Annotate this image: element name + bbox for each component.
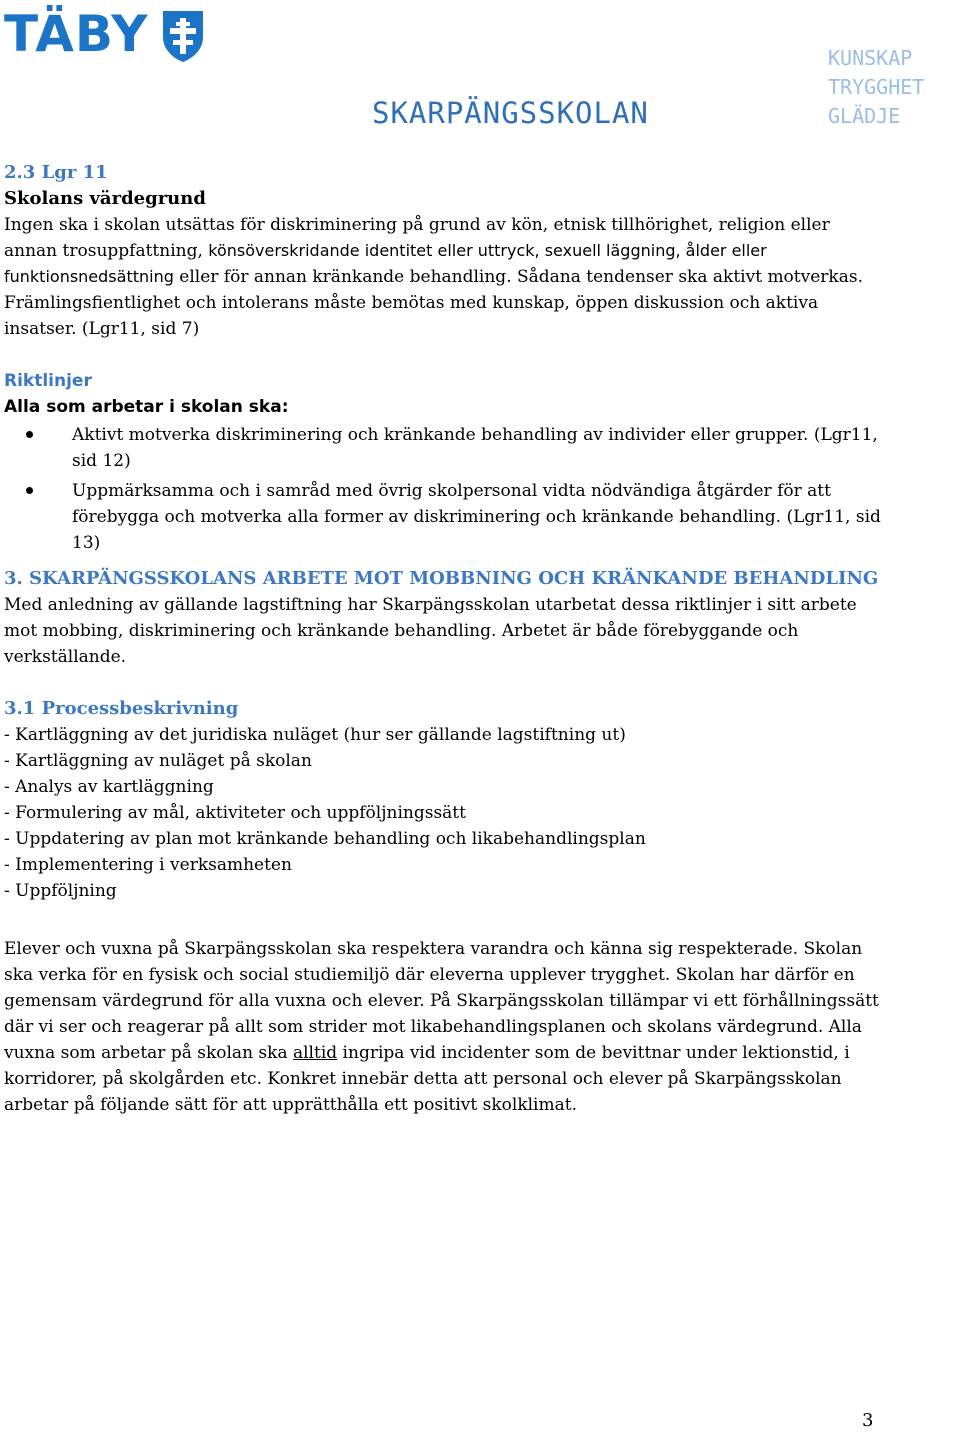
page-number: 3 xyxy=(862,1410,874,1431)
motto-line: TRYGGHET xyxy=(828,75,925,99)
taby-logo xyxy=(4,6,205,63)
list-item: - Uppdatering av plan mot kränkande behandling och likabehandlingsplan xyxy=(4,829,646,849)
list-item: - Implementering i verksamheten xyxy=(4,855,292,875)
guidelines-title: Riktlinjer xyxy=(4,371,92,391)
motto-line: GLÄDJE xyxy=(828,104,901,128)
list-item: - Kartläggning av nuläget på skolan xyxy=(4,751,312,771)
section-2-3-title: 2.3 Lgr 11 xyxy=(4,162,108,183)
closing-emphasis: alltid xyxy=(292,1043,338,1063)
section-3-text: Med anledning av gällande lagstiftning har Skarpängsskolan utarbetat dessa riktlinjer i sitt arbete mot mobbing, diskriminering och kränkande behandling. Arbetet är både förebyggande och verkställande. xyxy=(4,595,857,667)
list-item: Uppmärksamma och i samråd med övrig skolpersonal vidta nödvändiga åtgärder för att förebygga och motverka alla former av diskriminering och kränkande behandling. (Lgr11, sid 13) xyxy=(4,478,884,556)
closing-text: ingripa vid incidenter som de bevittnar under lektionstid, i korridorer, på skolgården etc. Konkret innebär detta att personal och elever på Skarpängsskolan arbetar på följande sätt för att upprätthålla ett positivt skolklimat. xyxy=(4,1043,850,1115)
process-list xyxy=(4,722,884,904)
quote-text: Ingen ska i skolan utsättas för diskriminering på grund av kön, etnisk tillhörighet, religion eller annan trosuppfattning, xyxy=(4,215,830,261)
section-3-1-title: 3.1 Processbeskrivning xyxy=(4,698,239,719)
values-quote xyxy=(4,212,884,342)
guidelines-list xyxy=(4,422,884,556)
section-3-title: 3. SKARPÄNGSSKOLANS ARBETE MOT MOBBNING OCH KRÄNKANDE BEHANDLING xyxy=(4,568,879,589)
guidelines-subtitle: Alla som arbetar i skolan ska: xyxy=(4,397,289,417)
quote-reference: (Lgr11, sid 7) xyxy=(76,319,200,339)
section-2-3-subtitle: Skolans värdegrund xyxy=(4,188,206,209)
list-item: - Formulering av mål, aktiviteter och uppföljningssätt xyxy=(4,803,466,823)
list-item: - Analys av kartläggning xyxy=(4,777,214,797)
list-item: Aktivt motverka diskriminering och kränkande behandling av individer eller grupper. (Lgr11, sid 12) xyxy=(4,422,884,474)
school-motto xyxy=(828,44,924,131)
school-name: SKARPÄNGSSKOLAN xyxy=(372,96,649,130)
closing-paragraph xyxy=(4,936,884,1118)
motto-line: KUNSKAP xyxy=(828,46,913,70)
document-body xyxy=(4,160,884,1118)
quote-text: eller för annan kränkande behandling. Sådana tendenser ska aktivt motverkas. Främlingsfientlighet och intolerans måste bemötas med kunskap, öppen diskussion och aktiva insatser. xyxy=(4,267,863,339)
list-item: - Kartläggning av det juridiska nuläget (hur ser gällande lagstiftning ut) xyxy=(4,725,626,745)
logo-text: TÄBY xyxy=(4,5,149,63)
quote-text-sans: könsöverskridande identitet eller uttryck, sexuell läggning, ålder eller funktionsnedsättning xyxy=(4,241,767,286)
shield-cross-icon xyxy=(161,9,205,63)
list-item: - Uppföljning xyxy=(4,881,117,901)
closing-text: Elever och vuxna på Skarpängsskolan ska respektera varandra och känna sig respekterade. Skolan ska verka för en fysisk och social studiemiljö där eleverna upplever trygghet. Skolan har därför en gemensam värdegrund för alla vuxna och elever. På Skarpängsskolan tillämpar vi ett förhållningssätt där vi ser och reagerar på allt som strider mot likabehandlingsplanen och skolans värdegrund. Alla vuxna som arbetar på skolan ska xyxy=(4,939,879,1063)
